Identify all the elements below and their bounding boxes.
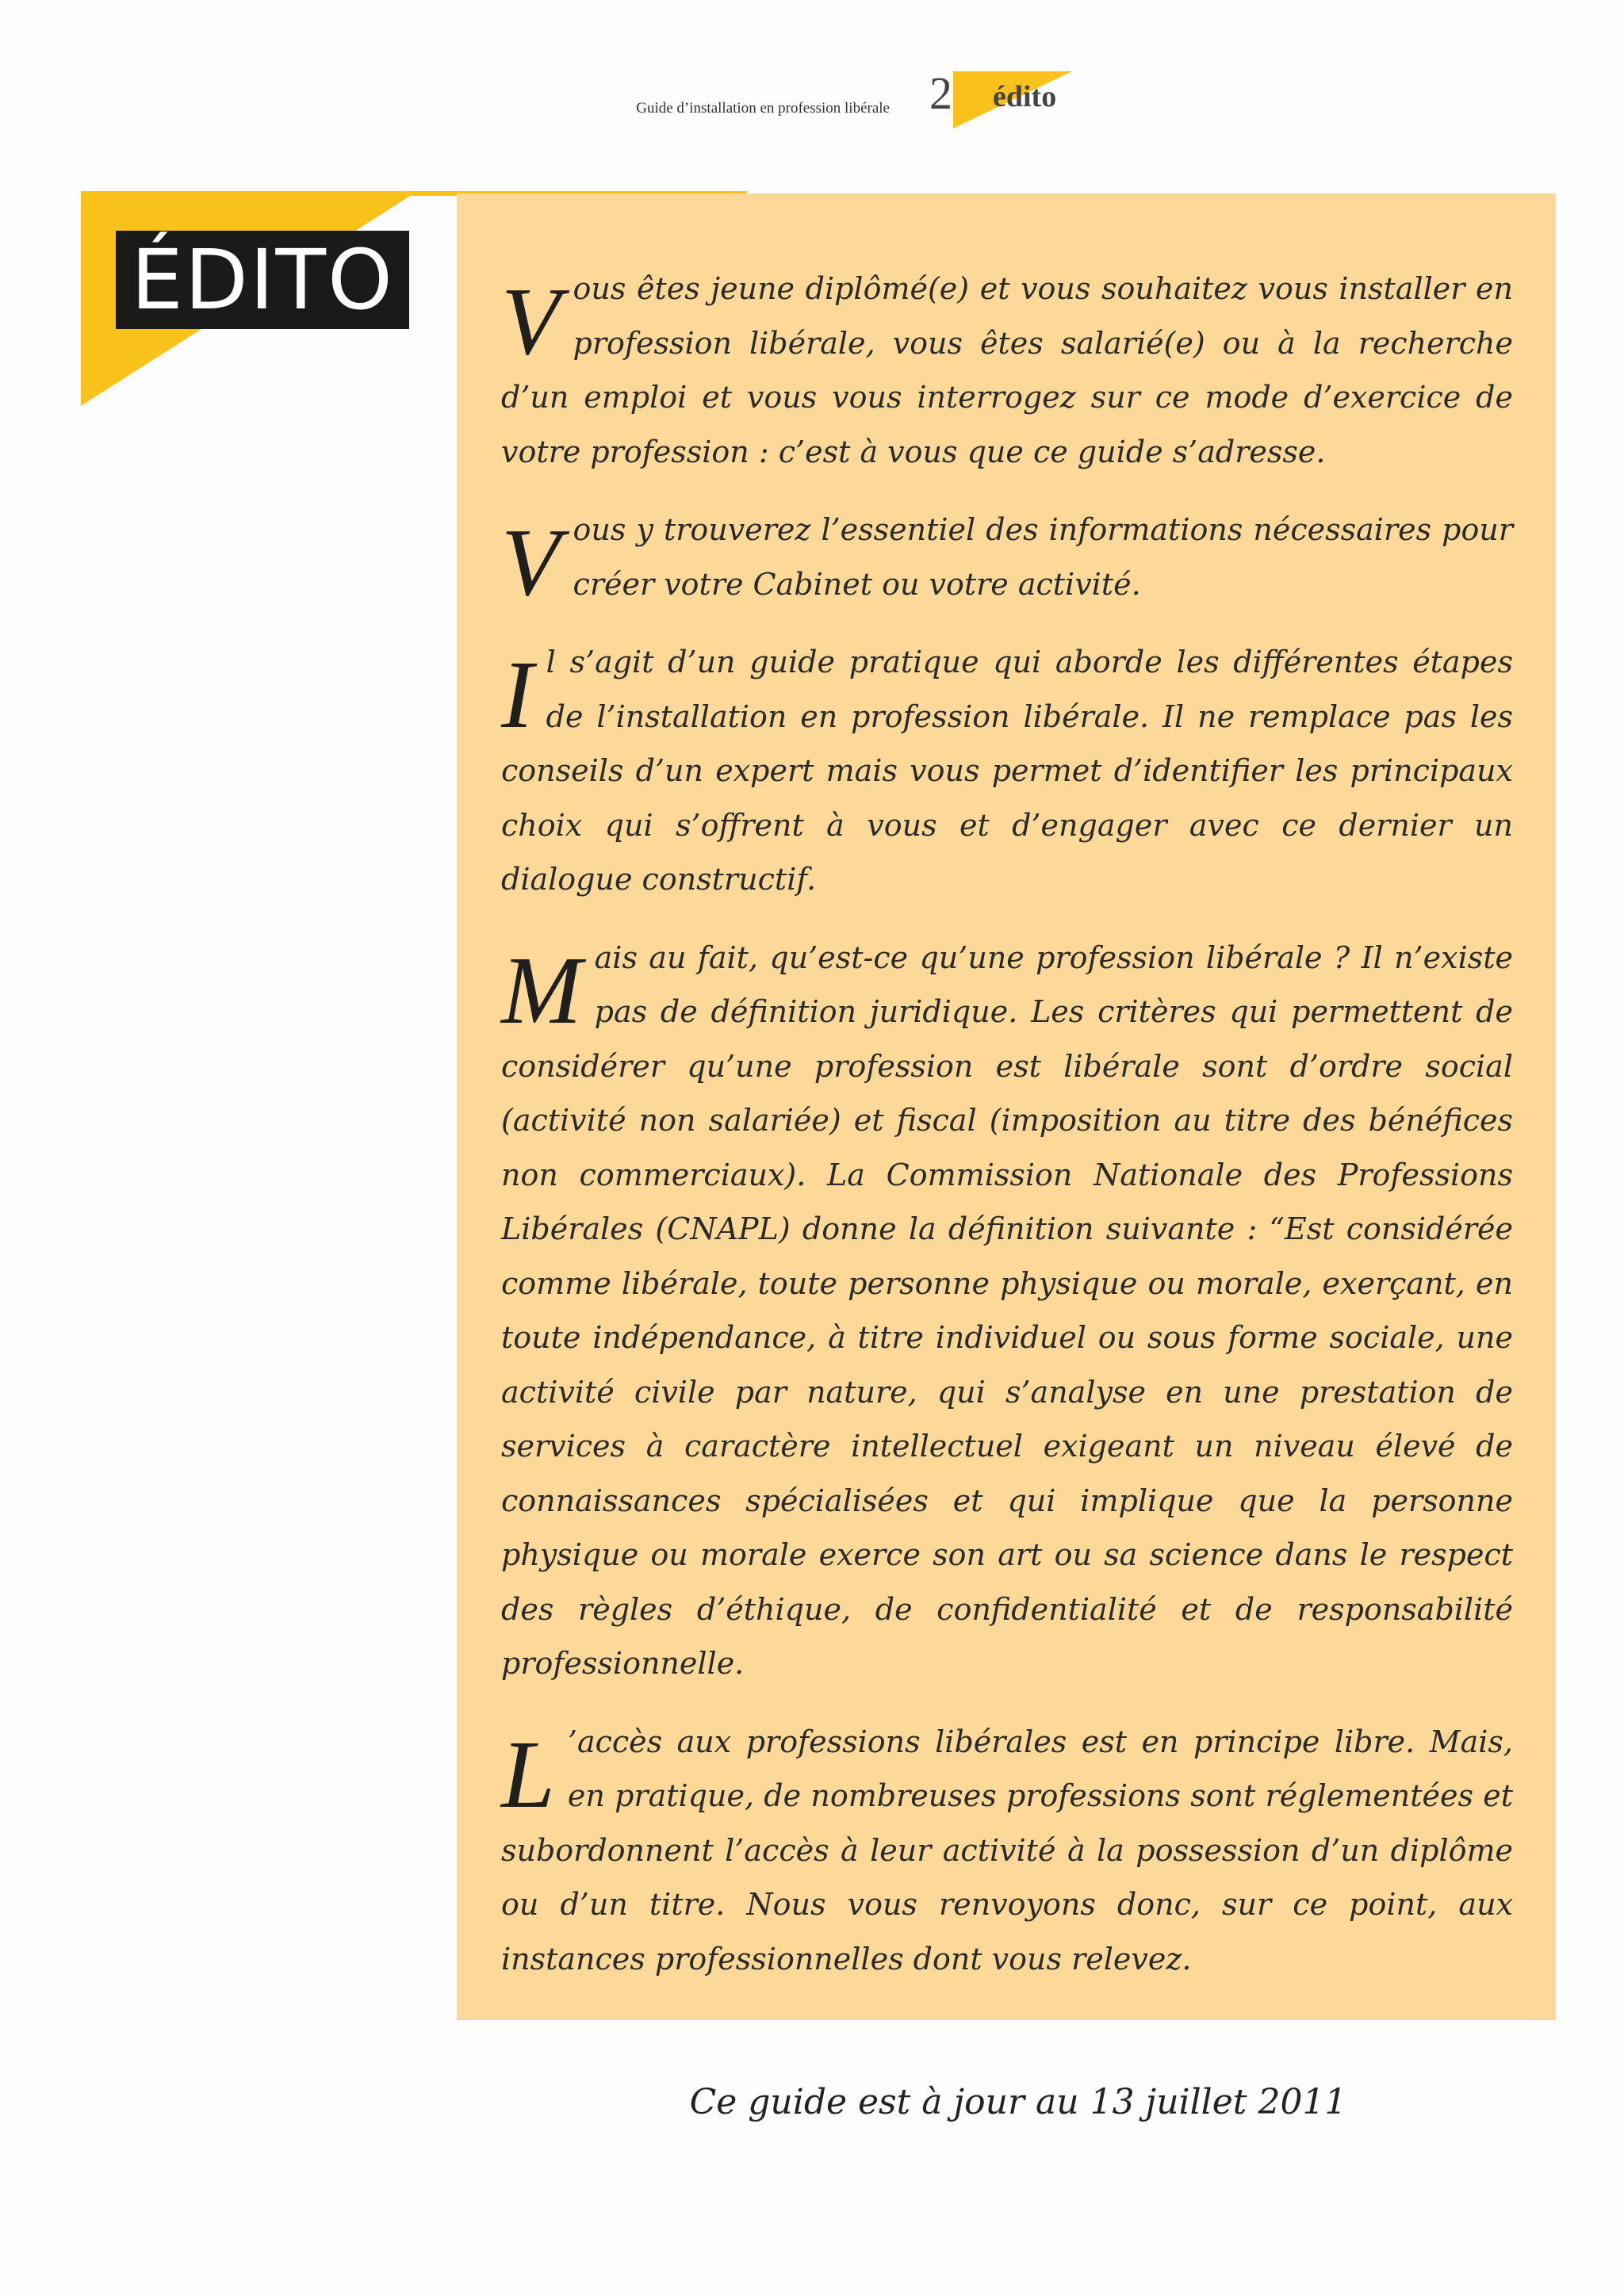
paragraph-text: ais au fait, qu’est-ce qu’une profession libérale ? Il n’existe pas de définition juridique. Les critères qui permettent de considérer qu’une profession est libérale sont d’ordre social (activité non salariée) et fiscal (imposition au titre des bénéfices non commerciaux). La Commission Nationale des Professions Libérales (CNAPL) donne la définition suivante : “Est considérée comme libérale, toute personne physique ou morale, exerçant, en toute indépendance, à titre individuel ou sous forme sociale, une activité civile par nature, qui s’analyse en une prestation de services à caractère intellectuel exigeant un niveau élevé de connaissances spécialisées et qui implique que la personne physique ou morale exerce son art ou sa science dans le respect des règles d’éthique, de confidentialité et de responsabilité professionnelle. (501, 939, 1513, 1681)
page-title: ÉDITO (116, 231, 409, 329)
dropcap: L (501, 1720, 555, 1828)
editorial-panel (457, 193, 1556, 2020)
running-header-guide-title: Guide d’installation en profession libérale (636, 100, 890, 117)
running-header-section: édito (993, 80, 1057, 113)
paragraph-3 (501, 635, 1513, 907)
paragraph-text: ous êtes jeune diplômé(e) et vous souhaitez vous installer en profession libérale, vous êtes salarié(e) ou à la recherche d’un emploi et vous vous interrogez sur ce mode d’exercice de votre profession : c’est à vous que ce guide s’adresse. (501, 271, 1513, 469)
dropcap: I (501, 641, 534, 748)
dropcap: V (501, 509, 561, 616)
paragraph-text: ’accès aux professions libérales est en principe libre. Mais, en pratique, de nombreuses professions sont réglementées et subordonnent l’accès à leur activité à la possession d’un diplôme ou d’un titre. Nous vous renvoyons donc, sur ce point, aux instances professionnelles dont vous relevez. (501, 1724, 1513, 1976)
dropcap: M (501, 936, 582, 1044)
page-number: 2 (929, 67, 952, 119)
editorial-body (501, 262, 1513, 2010)
paragraph-4 (501, 931, 1513, 1691)
paragraph-1 (501, 262, 1513, 479)
footer (206, 2082, 1624, 2122)
paragraph-text: l s’agit d’un guide pratique qui aborde les différentes étapes de l’installation en profession libérale. Il ne remplace pas les conseils d’un expert mais vous permet d’identifier les principaux choix qui s’offrent à vous et d’engager avec ce dernier un dialogue constructif. (501, 645, 1513, 897)
paragraph-text: ous y trouverez l’essentiel des informations nécessaires pour créer votre Cabinet ou votre activité. (573, 512, 1513, 602)
dropcap: V (501, 268, 561, 375)
running-header (634, 67, 1078, 135)
update-note: Ce guide est à jour au 13 juillet 2011 (689, 2082, 1347, 2122)
paragraph-2 (501, 503, 1513, 616)
paragraph-5 (501, 1715, 1513, 1987)
